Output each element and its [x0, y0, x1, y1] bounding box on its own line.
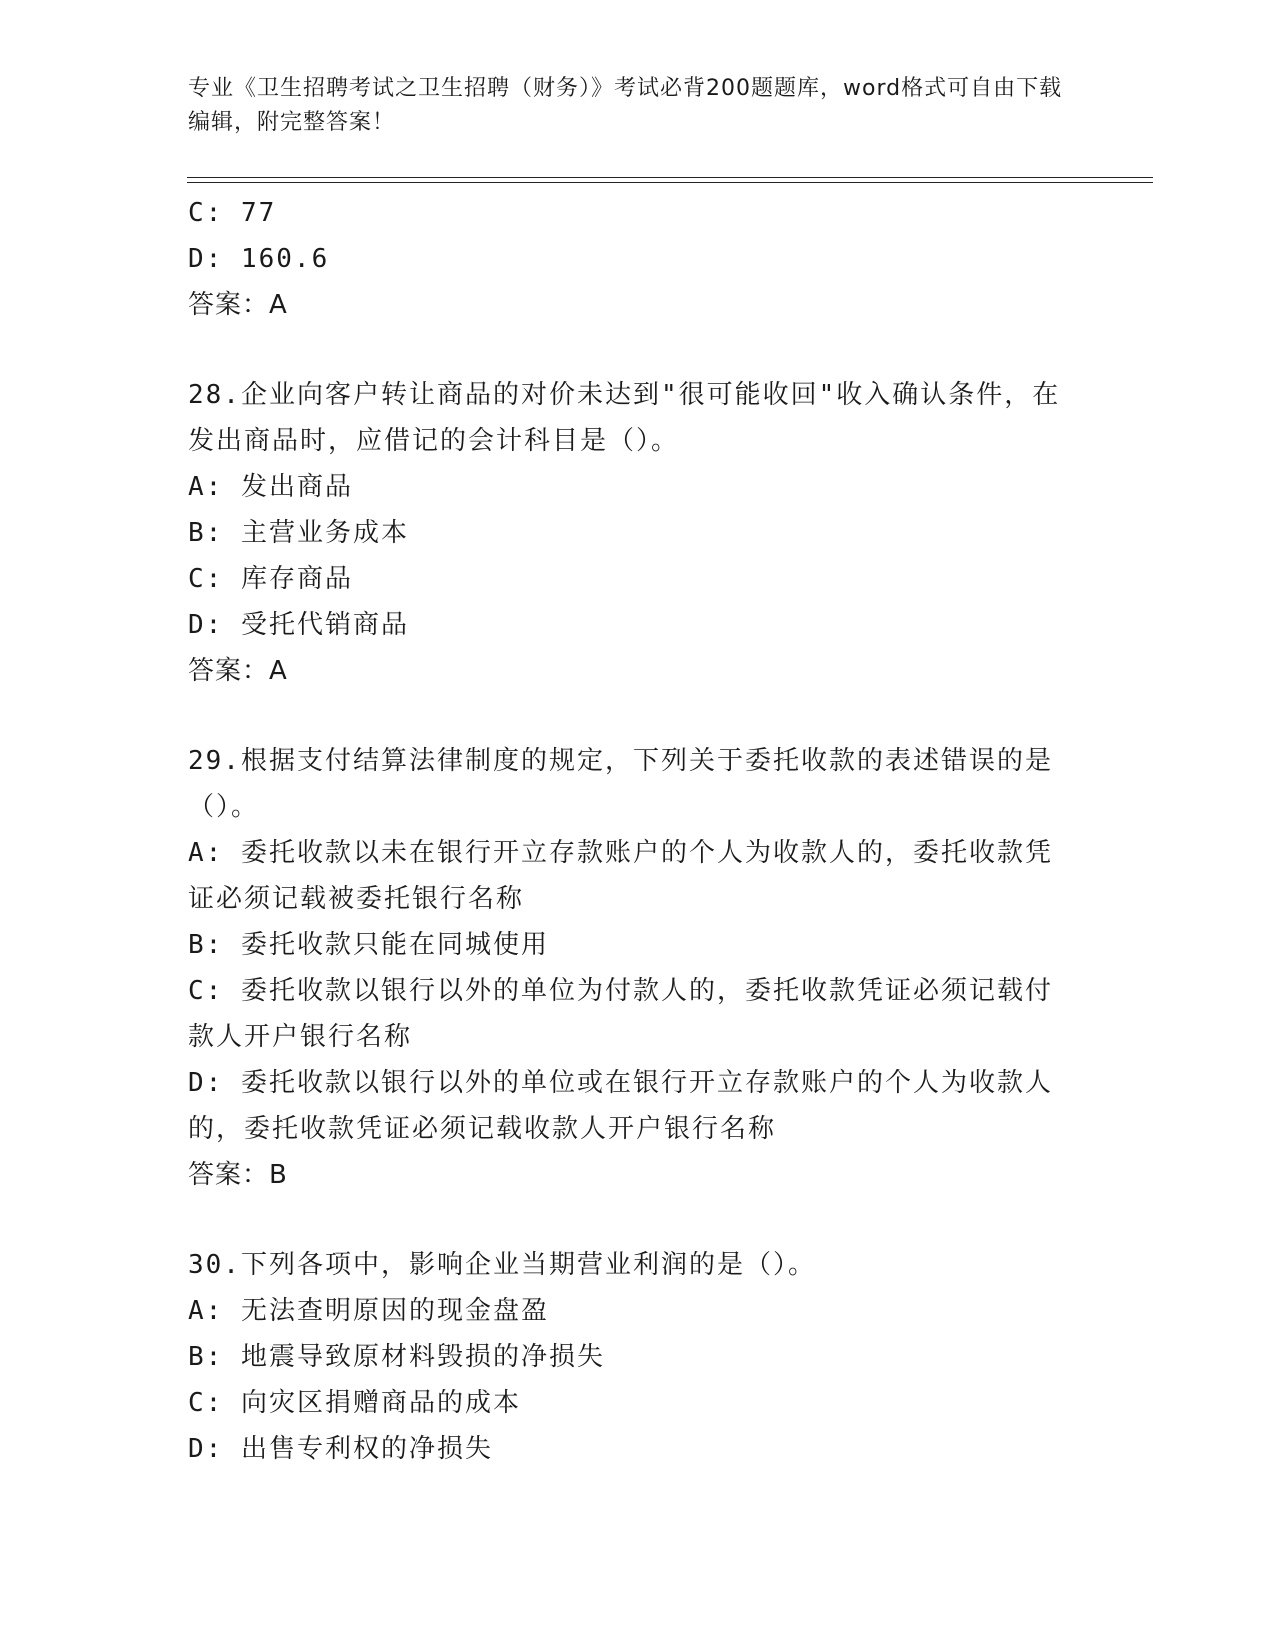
spacer	[188, 694, 1078, 738]
option-c: C: 委托收款以银行以外的单位为付款人的，委托收款凭证必须记载付款人开户银行名称	[188, 976, 1053, 1052]
answer-line: 答案：A	[188, 656, 288, 686]
option-d: D: 出售专利权的净损失	[188, 1434, 493, 1464]
page-header: 专业《卫生招聘考试之卫生招聘（财务）》考试必背200题题库，word格式可自由下载编辑，附完整答案！	[188, 76, 1063, 135]
document-body	[188, 190, 1078, 1472]
spacer	[188, 328, 1078, 372]
question-28	[188, 372, 1078, 694]
answer-line: 答案：B	[188, 1160, 288, 1190]
option-a: A: 无法查明原因的现金盘盈	[188, 1296, 549, 1326]
question-29	[188, 738, 1078, 1198]
header-rule-top	[187, 177, 1153, 178]
spacer	[188, 1198, 1078, 1242]
partial-question	[188, 190, 1078, 328]
question-stem: 29.根据支付结算法律制度的规定，下列关于委托收款的表述错误的是（）。	[188, 746, 1053, 822]
question-30	[188, 1242, 1078, 1472]
option-a: A: 发出商品	[188, 472, 353, 502]
option-c: C: 向灾区捐赠商品的成本	[188, 1388, 521, 1418]
option-d: D: 受托代销商品	[188, 610, 409, 640]
option-b: B: 地震导致原材料毁损的净损失	[188, 1342, 605, 1372]
option-d: D: 160.6	[188, 244, 330, 274]
option-a: A: 委托收款以未在银行开立存款账户的个人为收款人的，委托收款凭证必须记载被委托银行名称	[188, 838, 1053, 914]
option-c: C: 77	[188, 198, 277, 228]
option-b: B: 主营业务成本	[188, 518, 409, 548]
option-c: C: 库存商品	[188, 564, 353, 594]
option-b: B: 委托收款只能在同城使用	[188, 930, 549, 960]
question-stem: 28.企业向客户转让商品的对价未达到"很可能收回"收入确认条件，在发出商品时，应借记的会计科目是（）。	[188, 380, 1061, 456]
option-d: D: 委托收款以银行以外的单位或在银行开立存款账户的个人为收款人的，委托收款凭证必须记载收款人开户银行名称	[188, 1068, 1053, 1144]
answer-line: 答案：A	[188, 290, 288, 320]
header-rule-bottom	[187, 182, 1153, 183]
question-stem: 30.下列各项中，影响企业当期营业利润的是（）。	[188, 1250, 816, 1280]
